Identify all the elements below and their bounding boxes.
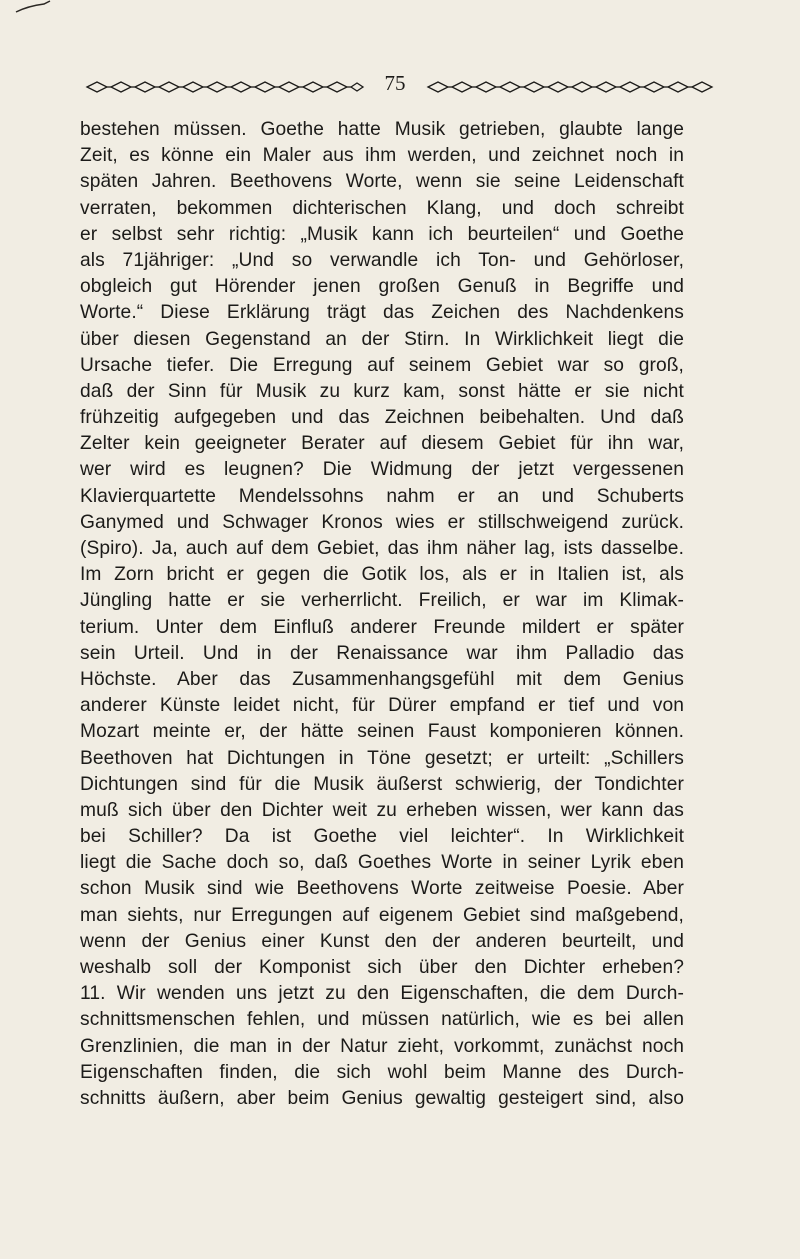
text-line: schnitts äußern, aber beim Genius gewaltig gesteigert sind, also <box>80 1087 684 1109</box>
left-ornament-border <box>85 80 365 94</box>
text-line: sein Urteil. Und in der Renaissance war ihm Palladio das <box>80 642 684 664</box>
text-line: schon Musik sind wie Beethovens Worte zeitweise Poesie. Aber <box>80 878 684 900</box>
text-line: späten Jahren. Beethovens Worte, wenn sie seine Leidenschaft <box>80 171 684 193</box>
text-line: verraten, bekommen dichterischen Klang, und doch schreibt <box>80 197 684 219</box>
text-line: Jüngling hatte er sie verherrlicht. Freilich, er war im Klimak- <box>80 590 684 612</box>
text-line: bestehen müssen. Goethe hatte Musik getrieben, glaubte lange <box>80 119 684 140</box>
text-line: Höchste. Aber das Zusammenhangsgefühl mit dem Genius <box>80 668 684 690</box>
text-line: Eigenschaften finden, die sich wohl beim Manne des Durch- <box>80 1061 684 1083</box>
page-corner-mark <box>14 0 54 14</box>
text-line: terium. Unter dem Einfluß anderer Freunde mildert er später <box>80 616 684 638</box>
text-line: weshalb soll der Komponist sich über den Dichter erheben? <box>80 957 684 978</box>
text-line: liegt die Sache doch so, daß Goethes Worte in seiner Lyrik eben <box>80 852 684 874</box>
text-line: über diesen Gegenstand an der Stirn. In Wirklichkeit liegt die <box>80 328 684 350</box>
text-line: Worte.“ Diese Erklärung trägt das Zeichen des Nachdenkens <box>80 302 684 324</box>
text-line: Mozart meinte er, der hätte seinen Faust komponieren können. <box>80 721 684 743</box>
text-line: Grenzlinien, die man in der Natur zieht, vorkommt, zunächst noch <box>80 1035 684 1057</box>
text-line: Ganymed und Schwager Kronos wies er stillschweigend zurück. <box>80 511 684 533</box>
body-text <box>80 117 684 1112</box>
text-line: frühzeitig aufgegeben und das Zeichnen beibehalten. Und daß <box>80 407 684 429</box>
right-ornament-border <box>426 80 716 94</box>
text-line: Klavierquartette Mendelssohns nahm er an und Schuberts <box>80 485 684 507</box>
text-line: anderer Künste leidet nicht, für Dürer empfand er tief und von <box>80 695 684 717</box>
text-line: obgleich gut Hörender jenen großen Genuß in Begriffe und <box>80 276 684 298</box>
text-line: bei Schiller? Da ist Goethe viel leichter“. In Wirklichkeit <box>80 826 684 848</box>
text-line: Zelter kein geeigneter Berater auf diesem Gebiet für ihn war, <box>80 433 684 455</box>
text-line: 11. Wir wenden uns jetzt zu den Eigenschaften, die dem Durch- <box>80 983 684 1005</box>
running-header <box>0 72 800 102</box>
text-line: wer wird es leugnen? Die Widmung der jetzt vergessenen <box>80 459 684 481</box>
text-line: muß sich über den Dichter weit zu erheben wissen, wer kann das <box>80 799 684 821</box>
text-line: er selbst sehr richtig: „Musik kann ich beurteilen“ und Goethe <box>80 223 684 245</box>
page-number: 75 <box>384 70 406 95</box>
text-line: Beethoven hat Dichtungen in Töne gesetzt; er urteilt: „Schillers <box>80 747 684 769</box>
text-line: wenn der Genius einer Kunst den der anderen beurteilt, und <box>80 930 684 952</box>
text-line: man siehts, nur Erregungen auf eigenem Gebiet sind maßgebend, <box>80 904 684 926</box>
text-line: Im Zorn bricht er gegen die Gotik los, als er in Italien ist, als <box>80 564 684 586</box>
text-line: schnittsmenschen fehlen, und müssen natürlich, wie es bei allen <box>80 1009 684 1031</box>
text-line: daß der Sinn für Musik zu kurz kam, sonst hätte er sie nicht <box>80 380 684 402</box>
text-line: Dichtungen sind für die Musik äußerst schwierig, der Tondichter <box>80 773 684 795</box>
text-line: (Spiro). Ja, auch auf dem Gebiet, das ihm näher lag, ists dasselbe. <box>80 538 684 559</box>
text-line: als 71jähriger: „Und so verwandle ich Ton- und Gehörloser, <box>80 249 684 271</box>
text-line: Zeit, es könne ein Maler aus ihm werden, und zeichnet noch in <box>80 145 684 167</box>
text-line: Ursache tiefer. Die Erregung auf seinem Gebiet war so groß, <box>80 354 684 376</box>
